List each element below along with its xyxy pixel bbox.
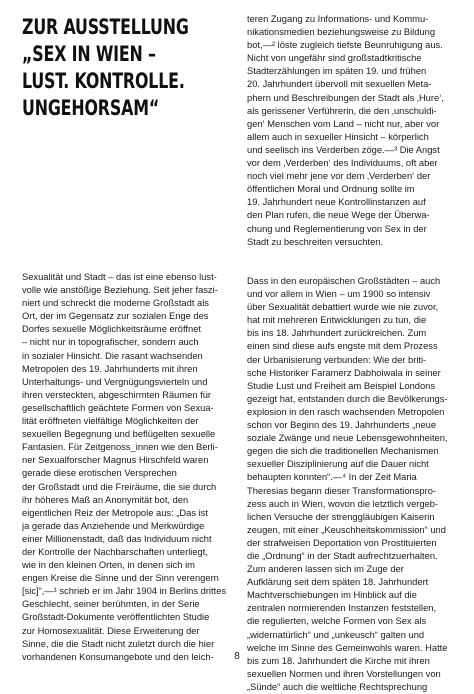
text-line: der strafweisen Deportation von Prostituierten (247, 537, 437, 548)
text-line: Nicht von ungefähr sind großstadtkritische (247, 53, 422, 64)
left-column-text (22, 271, 236, 664)
text-line: gesellschaftlich geächtete Formen von Sexua- (22, 402, 214, 413)
text-line: als gerissener Verführerin, die den ‚unschuldi- (247, 105, 437, 116)
text-line: lität eröffneten vielfältige Möglichkeiten der (22, 416, 199, 427)
text-line: welche im Sinne des Gemeinwohls waren. Hatte (247, 642, 448, 653)
text-line: Sexualität und Stadt – das ist eine ebenso lust- (22, 272, 217, 282)
text-line: 19. Jahrhundert neue Kontrollinstanzen auf (247, 197, 426, 208)
text-line: einer Millionenstadt, daß das Individuum nicht (22, 533, 212, 544)
text-line: [sic]“,—¹ schrieb er im Jahr 1904 in Berlins drittes (22, 586, 227, 597)
text-line: Studie Lust und Freiheit am Beispiel Londons (247, 380, 436, 391)
text-line: der Urbanisierung verbunden: Wie der briti- (247, 354, 427, 365)
text-line: Stadt zu beschreiten versuchten. (247, 236, 384, 247)
text-line: niert und schreckt die moderne Großstadt als (22, 298, 209, 309)
title-line: ZUR AUSSTELLUNG (22, 15, 189, 40)
text-line: und seelisch ins Verderben zöge.—³ Die Angst (247, 144, 440, 155)
text-line: Ort, der im Gegensatz zur sozialen Enge des (22, 311, 209, 322)
text-line: sexuellen Begegnung und beflügelten sexuelle (22, 429, 216, 440)
text-line: Dorfes sexuelle Möglichkeitsräume eröffnet (22, 324, 202, 335)
text-line: einen sind diese aufs engste mit dem Prozess (247, 341, 438, 352)
text-line: öffentlichen Moral und Ordnung sollte im (247, 184, 415, 195)
text-line: die „Ordnung“ in der Stadt aufrechtzuerhalten. (247, 550, 438, 561)
text-line: zur Homosexualität. Diese Erweiterung der (22, 625, 200, 636)
text-line: Aufklärung seit dem späten 18. Jahrhundert (247, 577, 429, 588)
text-line: ihr höheres Maß an Anonymität bot, den (22, 494, 189, 505)
text-line: Geschlecht, seiner berühmten, in der Serie (22, 599, 200, 610)
text-line: phern und Beschreibungen der Stadt als ‚Hure‘, (247, 92, 444, 103)
text-line: ner Sexualforscher Magnus Hirschfeld waren (22, 455, 209, 466)
title-line: UNGEHORSAM“ (22, 96, 160, 121)
text-line: vor dem ‚Verderben‘ des Individuums, oft aber (247, 158, 438, 169)
title-line: „SEX IN WIEN – (22, 42, 156, 67)
text-line: sche Historiker Faramerz Dabhoiwala in seiner (247, 367, 441, 378)
text-line: Machtverschiebungen im Hinblick auf die (247, 590, 417, 601)
text-line: Unterhaltungs- und Vergnügungsvierteln und (22, 376, 208, 387)
text-line: in sozialer Hinsicht. Die rasant wachsenden (22, 350, 203, 361)
text-line: wie in den kleinen Orten, in denen sich im (22, 560, 195, 571)
text-line: bis zum 18. Jahrhundert die Kirche mit ihren (247, 655, 430, 666)
text-line: über Sexualität debattiert wurde wie nie zuvor, (247, 302, 439, 313)
text-line: gegen die sich die traditionellen Mechanismen (247, 446, 439, 457)
text-line: und vor allem in Wien – um 1900 so intensiv (247, 289, 431, 300)
text-line: der Kontrolle der Nachbarschaften unterliegt, (22, 546, 208, 557)
text-line: zeugen, mit einer „Keuschheitskommission“ und (247, 524, 446, 535)
text-line: den Plan rufen, die neue Wege der Überwa- (247, 210, 430, 221)
right-column-text-bottom (247, 275, 461, 694)
text-line: Theresias begann dieser Transformationspro- (247, 485, 437, 496)
text-line: schon vor Beginn des 19. Jahrhunderts „neue (247, 420, 437, 431)
text-line: ihren versteckten, abgeschirmten Räumen für (22, 389, 212, 400)
text-line: behaupten konnten“.—⁴ In der Zeit Maria (247, 472, 417, 483)
text-line: engen Kreise die Sinne und der Sinn verengern (22, 573, 219, 584)
text-line: gezeigt hat, entstanden durch die Bevölkerungs- (247, 393, 448, 404)
text-line: gerade diese erotischen Versprechen (22, 468, 177, 479)
text-line: allem auch in sexueller Hinsicht – körperlich (247, 131, 429, 142)
text-line: teren Zugang zu Informations- und Kommu- (247, 14, 429, 24)
text-line: der Großstadt und die Freiräume, die sie durch (22, 481, 217, 492)
text-line: „widernatürlich“ und „unkeusch“ galten und (247, 629, 425, 640)
text-line: vorhandenen Konsumangebote und den leich- (22, 651, 214, 662)
text-line: 20. Jahrhundert übervoll mit sexuellen Meta- (247, 79, 432, 90)
title-line: LUST. KONTROLLE. (22, 69, 185, 94)
text-line: sexueller Disziplinierung auf die Dauer nicht (247, 459, 429, 470)
text-line: chung und Reglementierung von Sex in der (247, 223, 427, 234)
text-line: Zum anderen lassen sich im Zuge der (247, 564, 404, 575)
text-line: hat mit mehreren Entwicklungen zu tun, die (247, 315, 427, 326)
right-column-text-top (247, 13, 461, 249)
text-line: zentralen normierenden Instanzen feststellen, (247, 603, 437, 614)
text-line: noch viel mehr jene vor dem ‚Verderben‘ der (247, 171, 431, 182)
text-line: explosion in den rasch wachsenden Metropolen (247, 406, 445, 417)
text-line: bis ins 18. Jahrhundert zurückreichen. Zum (247, 328, 427, 339)
text-line: „Sünde“ auch die weltliche Rechtsprechung (247, 681, 428, 692)
text-line: Stadterzählungen im späten 19. und frühen (247, 66, 427, 77)
text-line: bot,—² löste zugleich tiefste Beunruhigung aus. (247, 40, 443, 51)
text-line: Großstadt-Dokumente veröffentlichten Studie (22, 612, 210, 623)
text-line: lichen Versuche der strenggläubigen Kaiserin (247, 511, 435, 522)
page-number: 8 (234, 651, 240, 662)
page-title (22, 14, 198, 122)
text-line: Dass in den europäischen Großstädten – auch (247, 276, 441, 286)
text-line: die regulierten, welche Formen von Sex als (247, 616, 427, 627)
text-line: volle wie anstößige Beziehung. Seit jeher faszi- (22, 285, 218, 296)
text-line: nikationsmedien beziehungsweise zu Bildung (247, 27, 436, 38)
text-line: gen‘ Menschen vom Land – nicht nur, aber vor (247, 118, 440, 129)
text-line: Fantasien. Für Zeitgenoss_innen wie den Berli- (22, 442, 218, 453)
text-line: – nicht nur in topografischer, sondern auch (22, 337, 199, 348)
text-line: zess auch in Wien, wovon die letztlich vergeb- (247, 498, 439, 509)
text-line: eigentlichen Reiz der Metropole aus: „Das ist (22, 507, 208, 518)
text-line: soziale Zwänge und neue Lebensgewohnheiten, (247, 433, 448, 444)
text-line: ja gerade das Anziehende und Merkwürdige (22, 520, 205, 531)
text-line: sexuellen Normen und ihren Vorstellungen von (247, 668, 441, 679)
text-line: Sinne, die die Stadt nicht zuletzt durch die hier (22, 638, 215, 649)
text-line: Metropolen des 19. Jahrhunderts mit ihren (22, 363, 198, 374)
